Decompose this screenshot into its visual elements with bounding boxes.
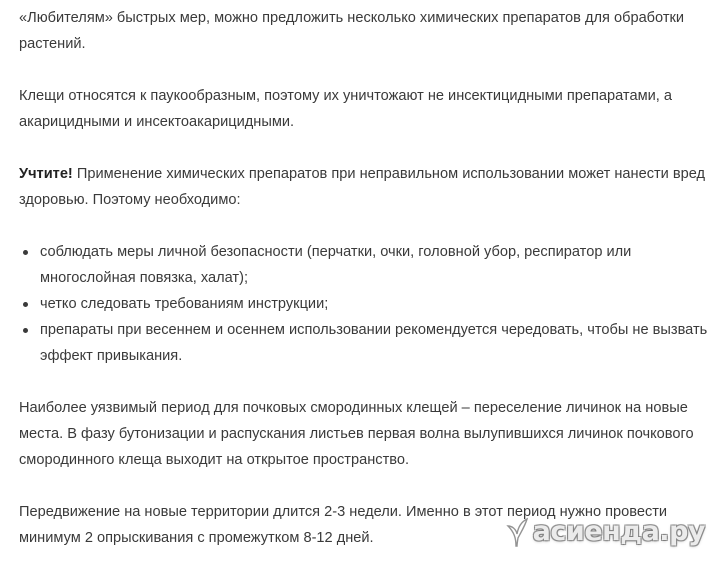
paragraph-vulnerable-period: Наиболее уязвимый период для почковых смородинных клещей – переселение личинок на новые места. В фазу бутонизации и распускания листьев первая волна вылупившихся личинок почкового смородинного клеща выходит на открытое пространство. [19, 400, 694, 468]
warning-label: Учтите! [19, 166, 73, 182]
list-item: соблюдать меры личной безопасности (перчатки, очки, головной убор, респиратор или многослойная повязка, халат); [40, 239, 719, 291]
leaf-icon [502, 516, 530, 548]
site-watermark [502, 516, 705, 548]
paragraph-warning [19, 161, 719, 213]
paragraph-spraying: Передвижение на новые территории длится 2-3 недели. Именно в этот период нужно провести минимум 2 опрыскивания с промежутком 8-12 дней. [19, 504, 668, 546]
warning-text: Применение химических препаратов при неправильном использовании может нанести вред здоровью. Поэтому необходимо: [19, 166, 706, 208]
article-body [19, 5, 719, 577]
paragraph-mites-info: Клещи относятся к паукообразным, поэтому их уничтожают не инсектицидными препаратами, а акарицидными и инсектоакарицидными. [19, 88, 672, 130]
list-item: препараты при весеннем и осеннем использовании рекомендуется чередовать, чтобы не вызвать эффект привыкания. [40, 317, 719, 369]
paragraph-intro: «Любителям» быстрых мер, можно предложить несколько химических препаратов для обработки растений. [19, 10, 685, 52]
safety-list [19, 239, 719, 369]
list-item: четко следовать требованиям инструкции; [40, 291, 719, 317]
watermark-text: асиенда.ру [532, 516, 705, 547]
